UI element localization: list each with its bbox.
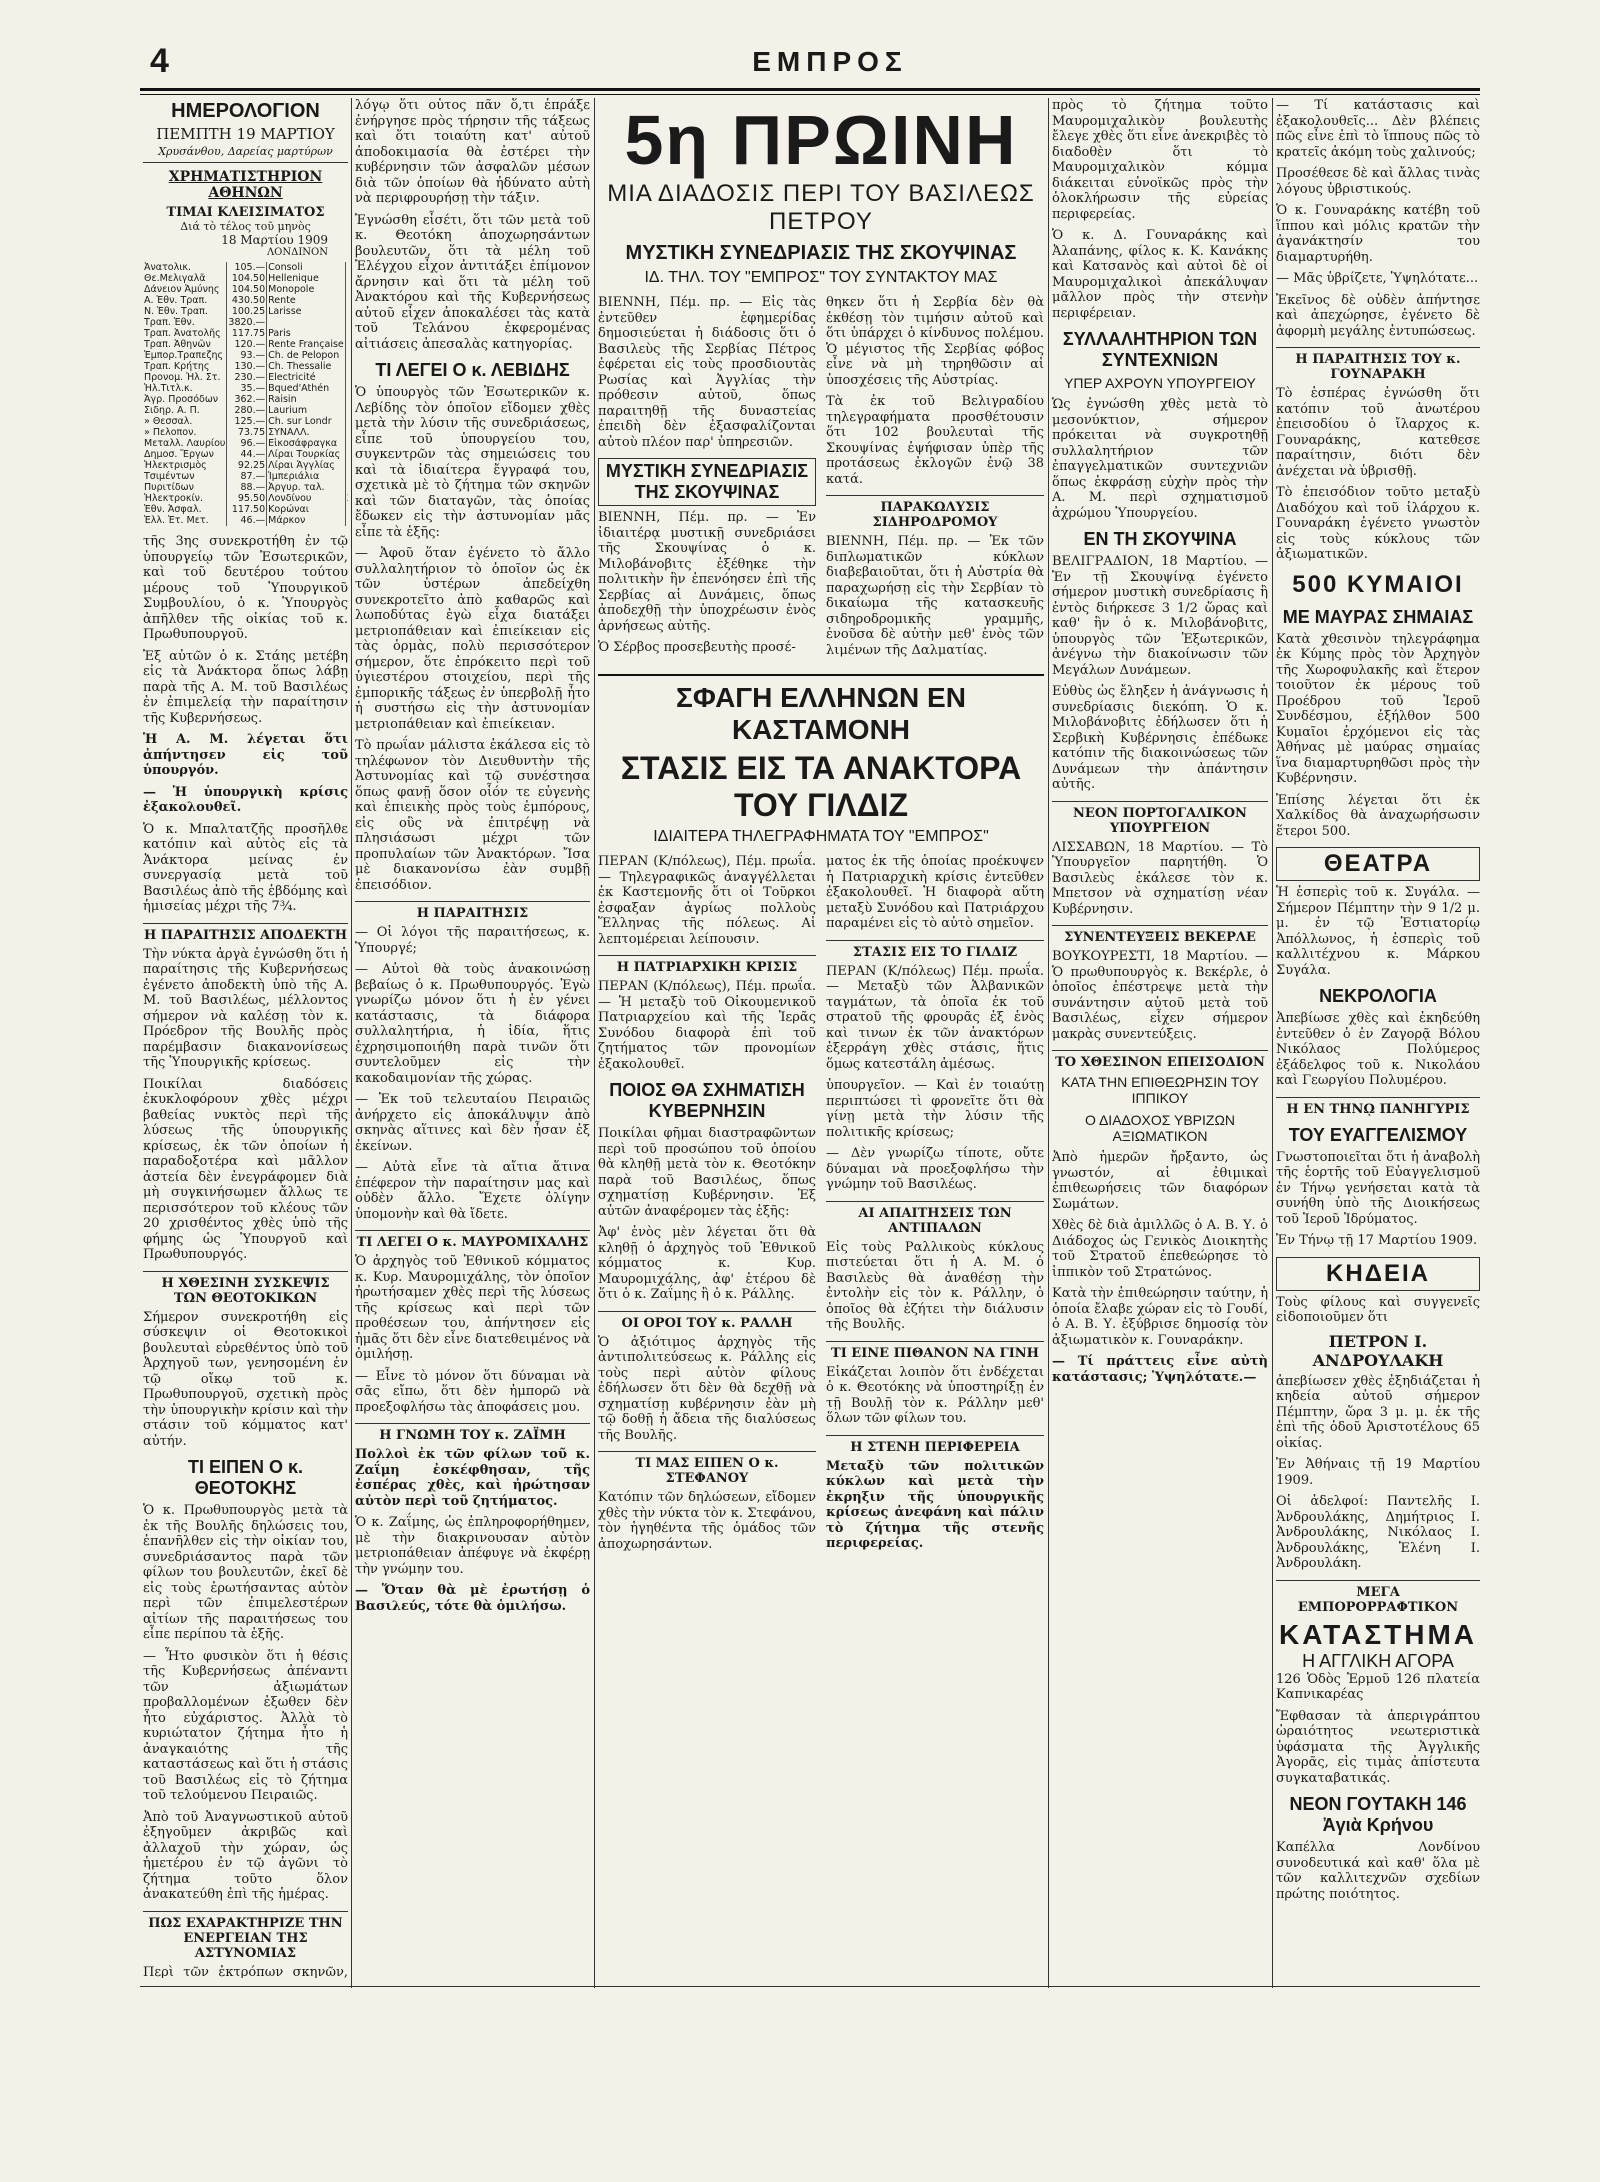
- article-text: ΒΕΛΙΓΡΑΔΙΟΝ, 18 Μαρτίου. — Ἐν τῇ Σκουψίνᾳ ἐγένετο σήμερον μυστικὴ συνεδρίασις ἢ ἐντὸς διήρκεσε 3 1/2 ὥρας καὶ καθ' ἣν ὁ κ. Μιλοβάνοβιτς, ὑπουργὸς τῶν Ἐξωτερικῶν, ἀνέγνω τὴν διακοίνωσιν τῶν Μεγάλων Δυνάμεων.: [1052, 554, 1268, 678]
- article-text: ΠΕΡΑΝ (Κ/πόλεως) Πέμ. πρωΐα. — Μεταξὺ τῶν Ἀλβανικῶν ταγμάτων, τὰ ὁποῖα ἐκ τοῦ στρατοῦ τῆς φρουρᾶς ἐξ ἑνὸς καὶ τινων ἐκ τῶν ἀνακτόρων ἐξερράγη χθὲς στάσις, ἥτις ὅμως κατεστάλη ἀμέσως.: [826, 963, 1044, 1072]
- exchange-row: [143, 493, 348, 504]
- exchange-row: [143, 317, 348, 328]
- obituary-name: ΠΕΤΡΟΝ Ι. ΑΝΔΡΟΥΛΑΚΗ: [1312, 1331, 1444, 1370]
- section-heading: ΠΑΡΑΚΩΛΥΣΙΣ ΣΙΔΗΡΟΔΡΟΜΟΥ: [826, 495, 1044, 530]
- exchange-name-cell: Λίραι Τουρκίας: [267, 449, 346, 460]
- column-divider: [351, 98, 352, 1988]
- article-text: ΒΟΥΚΟΥΡΕΣΤΙ, 18 Μαρτίου. — Ὁ πρωθυπουργὸς κ. Βεκέρλε, ὁ ὁποῖος ἐπέστρεψε μετὰ τὴν συνάντησιν αὐτοῦ μετὰ τοῦ Βασιλέως, εἶχεν σήμερον μακρὰς συνεντεύξεις.: [1052, 949, 1268, 1042]
- article-text: λόγῳ ὅτι οὗτος πᾶν ὅ,τι ἐπράξε ἐνήργησε πρὸς τήρησιν τῆς τάξεως καὶ ὅτι τοιαύτη κατ' αὐτοῦ ἀποδοκιμασία θὰ ἐστέρει τὴν κυβέρνησιν τῶν ἀσφαλῶν μέσων διὰ τῶν ὁποίων θὰ ἠδύνατο αὐτὴ νὰ περιφρουρήσῃ τὴν τάξιν.: [355, 98, 590, 206]
- exchange-name-cell: Πυριτίδων: [143, 482, 227, 493]
- exchange-value-cell: [345, 504, 348, 515]
- article-text: — Εἶνε τὸ μόνον ὅτι δύναμαι νὰ σᾶς εἴπω, ὅτι δὲν ἠμπορῶ νὰ προεξοφλήσω τὰς ἀποφάσεις μου.: [355, 1368, 590, 1415]
- article-text: Γνωστοποιεῖται ὅτι ἡ ἀναβολὴ τῆς ἑορτῆς τοῦ Εὐαγγελισμοῦ ἐν Τήνῳ γενήσεται κατὰ τὰ συνήθη ὑπὸ τῆς Διοικήσεως τοῦ Ἱεροῦ Ἱδρύματος.: [1276, 1149, 1480, 1227]
- exchange-name-cell: Εἰκοσάφραγκα: [267, 438, 346, 449]
- section-heading: ΜΕ ΜΑΥΡΑΣ ΣΗΜΑΙΑΣ: [1282, 606, 1474, 627]
- exchange-value-cell: 96.—: [227, 438, 267, 449]
- article-text: Τοὺς φίλους καὶ συγγενεῖς εἰδοποιοῦμεν ὅτι: [1276, 1294, 1480, 1325]
- article-text: Ὁ ἀρχηγὸς τοῦ Ἐθνικοῦ κόμματος κ. Κυρ. Μαυρομιχάλης, τὸν ὁποῖον ἠρωτήσαμεν χθὲς περὶ τῆς λύσεως τῆς κρίσεως καὶ περὶ τῶν προθέσεων του, ἀπήντησεν εἰς ἡμᾶς ὅτι δὲν εἶνε διατεθειμένος νὰ ὁμιλήσῃ.: [355, 1254, 590, 1362]
- article-text: — Ὅταν θὰ μὲ ἐρωτήσῃ ὁ Βασιλεύς, τότε θὰ ὁμιλήσω.: [355, 1583, 590, 1614]
- section-heading: ΤΟΥ ΕΥΑΓΓΕΛΙΣΜΟΥ: [1288, 1124, 1468, 1145]
- ad-heading: ΜΕΓΑ ΕΜΠΟΡΟΡΡΑΦΤΙΚΟΝ: [1276, 1580, 1480, 1615]
- article-text: Ὁ κ. Πρωθυπουργὸς μετὰ τὰ ἐκ τῆς Βουλῆς δηλώσεις του, ἐπανῆλθεν εἰς τὴν οἰκίαν του, συνεδριάσαντος παρὰ τῶν φίλων του βουλευτῶν, ἐκεῖ δὲ εἰς τοὺς ἐρωτήσαντας αὐτὸν περὶ τῶν ἐπιμελεστέρων αἰτίων τῆς παραιτήσεως του εἶπε περίπου τὰ ἑξῆς.: [143, 1503, 348, 1642]
- article-text: — Αὐτὰ εἶνε τὰ αἴτια ἅτινα ἐπέφερον τὴν παραίτησιν μας καὶ οὐδὲν ἄλλο. Ἔχετε ὀλίγην ὑπομονὴν καὶ θὰ ἴδετε.: [355, 1160, 590, 1222]
- exchange-name-cell: Ἑλλ. Ἑτ. Μετ.: [143, 515, 227, 526]
- exchange-name-cell: Τραπ. Κρήτης: [143, 361, 227, 372]
- exchange-value-cell: [345, 361, 348, 372]
- article-text: Εὐθὺς ὡς ἔληξεν ἡ ἀνάγνωσις ἡ συνεδρίασις διεκόπη. Ὁ κ. Μιλοβάνοβιτς ἐδήλωσεν ὅτι ἡ Σερβικὴ Κυβέρνησις ἐπέδωκε κατόπιν τῆς διακοινώσεως τῶν Δυνάμεων τὴν ἀπάντησιν αὐτῆς.: [1052, 684, 1268, 792]
- article-text: Ὁ ὑπουργὸς τῶν Ἐσωτερικῶν κ. Λεβίδης τὸν ὁποῖον εἴδομεν χθὲς μετὰ τὴν λύσιν τῆς συνεδριάσεως, εἶπε τοῦ ὑπουργείου του, συγκεντρῶν τὰς σημειώσεις του καὶ τὰ ἰδιαίτερα ἔγγραφά του, σχετικὰ μὲ τὸ ζήτημα τῶν σκηνῶν καὶ τῶν διαταγῶν, τὰς ὁποίας ἔδωκεν εἰς τὴν ἀστυνομίαν μᾶς εἶπε τὰ ἑξῆς:: [355, 385, 590, 540]
- exchange-name-cell: Larisse: [267, 306, 346, 317]
- article-text: 126 Ὁδὸς Ἑρμοῦ 126 πλατεία Καπνικαρέας: [1276, 1671, 1480, 1702]
- article-text: Ἐπίσης λέγεται ὅτι ἐκ Χαλκίδος θὰ ἀναχωρήσωσιν ἕτεροι 500.: [1276, 792, 1480, 839]
- section-heading: ΠΩΣ ΕΧΑΡΑΚΤΗΡΙΖΕ ΤΗΝ ΕΝΕΡΓΕΙΑΝ ΤΗΣ ΑΣΤΥΝΟΜΙΑΣ: [143, 1911, 348, 1961]
- exchange-date: 18 Μαρτίου 1909: [221, 233, 328, 247]
- section-heading: ΚΗΔΕΙΑ: [1276, 1257, 1480, 1291]
- column-divider: [594, 98, 595, 1988]
- exchange-name-cell: Ἀνατολικ.: [143, 262, 227, 273]
- article-text: — Δὲν γνωρίζω τίποτε, οὔτε δύναμαι νὰ προεξοφλήσω τὴν γνώμην τοῦ Βασιλέως.: [826, 1146, 1044, 1192]
- article-text: Ὁ κ. Ζαΐμης, ὡς ἐπληροφορήθημεν, μὲ τὴν διακρινουσαν αὐτὸν μετριοπάθειαν ἀπέφυγε νὰ ἐκφέρῃ τὴν γνώμην του.: [355, 1515, 590, 1577]
- header-rule-thin: [140, 94, 1480, 95]
- exchange-name-cell: Ἐθν. Ἀσφαλ.: [143, 504, 227, 515]
- section-heading: ΣΥΝΕΝΤΕΥΞΕΙΣ ΒΕΚΕΡΛΕ: [1052, 925, 1268, 945]
- article-text: Ἐξ αὐτῶν ὁ κ. Στάης μετέβη εἰς τὰ Ἀνάκτορα ὅπως λάβῃ παρὰ τῆς Α. Μ. τοῦ Βασιλέως ἐν ἐπιμελείᾳ τὴν παραίτησιν τῆς Κυβερνήσεως.: [143, 648, 348, 726]
- section-heading: Η ΣΤΕΝΗ ΠΕΡΙΦΕΡΕΙΑ: [826, 1435, 1044, 1455]
- column-6: [1276, 98, 1480, 1978]
- exchange-value-cell: [345, 427, 348, 438]
- section-heading: ΤΙ ΕΙΠΕΝ Ο κ. ΘΕΟΤΟΚΗΣ: [187, 1457, 304, 1498]
- exchange-name-cell: Ch. de Pelopon: [267, 350, 346, 361]
- article-text: Χθὲς δὲ διὰ ἀμιλλῶς ὁ Α. Β. Υ. ὁ Διάδοχος ὡς Γενικὸς Διοικητὴς τοῦ Στρατοῦ ἐπεθεώρησε τὸ ἱππικὸν τοῦ Στρατώνος.: [1052, 1218, 1268, 1280]
- mid-headline: ΣΦΑΓΗ ΕΛΛΗΝΩΝ ΕΝ ΚΑΣΤΑΜΟΝΗ: [598, 674, 1044, 746]
- exchange-row: [143, 471, 348, 482]
- exchange-name-cell: Paris: [267, 328, 346, 339]
- exchange-row: [143, 504, 348, 515]
- exchange-name-cell: [267, 317, 346, 328]
- exchange-row: [143, 438, 348, 449]
- main-headline: 5η ΠΡΩΙΝΗ: [624, 101, 1018, 179]
- section-heading: ΣΥΛΛΑΛΗΤΗΡΙΟΝ ΤΩΝ ΣΥΝΤΕΧΝΙΩΝ: [1062, 329, 1258, 370]
- exchange-name-cell: Λίραι Ἀγγλίας: [267, 460, 346, 471]
- exchange-row: [143, 394, 348, 405]
- header-rule: [140, 88, 1480, 91]
- article-text: ματος ἐκ τῆς ὁποίας προέκυψεν ἡ Πατριαρχικὴ κρίσις ἐντεῦθεν ἐξακολουθεῖ. Ἡ διαφορὰ αὕτη μεταξὺ Συνόδου καὶ Πατριάρχου παραμένει εἰς τὸ αὐτὸ σημεῖον.: [826, 854, 1044, 931]
- section-heading: ΤΙ ΕΙΝΕ ΠΙΘΑΝΟΝ ΝΑ ΓΙΝΗ: [826, 1341, 1044, 1361]
- article-text: — Οἱ λόγοι τῆς παραιτήσεως, κ. Ὑπουργέ;: [355, 925, 590, 956]
- article-text: Τὰ ἐκ τοῦ Βελιγραδίου τηλεγραφήματα προσθέτουσιν ὅτι 102 βουλευταὶ τῆς Σκουψίνας ἐψήφισαν ὑπὲρ τῆς προτάσεως ἐκλογῶν ἐνῷ 38 κατά.: [826, 394, 1044, 487]
- exchange-value-cell: 35.—: [227, 383, 267, 394]
- article-text: Ἐγνώσθη εἶσέτι, ὅτι τῶν μετὰ τοῦ κ. Θεοτόκη ἀποχωρησάντων βουλευτῶν, ὅτι τὰ μέλη τοῦ Ἐλέγχου εἶχον ἀντιτάξει ἐπίμονον ἄρνησιν καὶ ὅτι τὰ μέλη τοῦ Ἀνακτόρου καὶ τῆς Κυβερνήσεως αὐτοῦ εἶχεν ἀποκαλέσει τὰς κατὰ τοῦ Τελάνου ἐκφερομένας αἰτιάσεις ἀπεσαλὰς κατηγορίας.: [355, 212, 590, 352]
- exchange-value-cell: 73.75: [227, 427, 267, 438]
- exchange-value-cell: [345, 438, 348, 449]
- exchange-value-cell: 104.50: [227, 284, 267, 295]
- article-text: Τὴν νύκτα ἀργὰ ἐγνώσθη ὅτι ἡ παραίτησις τῆς Κυβερνήσεως ἐγένετο ἀποδεκτὴ ὑπὸ τῆς Α. Μ. τοῦ Βασιλέως, μέλλοντος σήμερον νὰ καλέσῃ τὸν κ. Πρόεδρον τῆς Βουλῆς πρὸς παρέμβασιν διακανονίσεως τῆς Ὑπουργικῆς κρίσεως.: [143, 946, 348, 1070]
- exchange-name-cell: Laurium: [267, 405, 346, 416]
- section-heading: ΕΝ ΤΗ ΣΚΟΥΨΙΝΑ: [1083, 529, 1237, 549]
- calendar-date: ΠΕΜΠΤΗ 19 ΜΑΡΤΙΟΥ: [156, 125, 335, 143]
- exchange-value-cell: 362.—: [227, 394, 267, 405]
- masthead: ΕΜΠΡΟΣ: [752, 46, 908, 77]
- ad-heading: ΝΕΟΝ ΓΟΥΤΑΚΗ 146 Ἀγιὰ Κρήνου: [1289, 1794, 1467, 1835]
- exchange-row: [143, 284, 348, 295]
- exchange-value-cell: [345, 372, 348, 383]
- article-text: Ἡ ἑσπερὶς τοῦ κ. Συγάλα. — Σήμερον Πέμπτην τὴν 9 1/2 μ. μ. ἐν τῷ Ἐστιατορίῳ Ἀπόλλωνος, ἡ ἑσπερὶς τοῦ καλλιτέχνου κ. Μάρκου Συγάλα.: [1276, 885, 1480, 978]
- article-text: Ἡ Α. Μ. λέγεται ὅτι ἀπήντησεν εἰς τοῦ ὑπουργόν.: [143, 732, 348, 778]
- article-text: — Ἀφοῦ ὅταν ἐγένετο τὸ ἄλλο συλλαλητήριον τὸ ὁποῖον ὡς ἐκ τῶν ὑστέρων ἀπεδείχθη συνεκροτεῖτο ἀπὸ καθαρῶς καὶ λωποδύτας ἐγὼ εἶχα διατάξει μετριοπάθειαν καὶ ἐπιείκειαν εἰς τὰς ὁρμὰς, πολὺ περισσότερον σήμερον, ὅτε ἐπρόκειτο περὶ τοῦ ὑγιεστέρου στοιχείου, περὶ τῆς ἐμπορικῆς τάξεως ἐν ὑπερβολῇ ἦτο ἡ συστήσω εἰς τὴν ἀστυνομίαν μετριοπάθειαν καὶ ἐπιείκειαν.: [355, 546, 590, 732]
- section-subheading: ΥΠΕΡ ΑΧΡΟΥΝ ΥΠΟΥΡΓΕΙΟΥ: [1064, 375, 1256, 391]
- exchange-name-cell: Μεταλλ. Λαυρίου: [144, 438, 226, 449]
- exchange-value-cell: 130.—: [227, 361, 267, 372]
- exchange-name-cell: Ch. sur Londr: [267, 416, 346, 427]
- article-text: Ὁ κ. Γουναράκης κατέβη τοῦ ἵππου καὶ μόλις κρατῶν τὴν ἀγανάκτησίν του διαμαρτυρήθη.: [1276, 203, 1480, 265]
- exchange-value-cell: 230.—: [227, 372, 267, 383]
- article-text: Προσέθεσε δὲ καὶ ἄλλας τινὰς λόγους ὑβριστικούς.: [1276, 166, 1480, 197]
- article-text: Ἀπεβίωσε χθὲς καὶ ἐκηδεύθη ἐντεῦθεν ὁ ἐν Ζαγορᾷ Βόλου Νικόλαος Πολύμερος ἐξάδελφος τοῦ κ. Νικολάου καὶ Γεωργίου Πολυμέρου.: [1276, 1011, 1480, 1088]
- exchange-name-cell: Ἠλεκτροκίν.: [143, 493, 227, 504]
- calendar-title: ΗΜΕΡΟΛΟΓΙΟΝ: [171, 100, 320, 122]
- column-divider: [1272, 98, 1273, 1988]
- exchange-table: [143, 262, 348, 526]
- exchange-name-cell: Ν. Ἐθν. Τραπ.: [143, 306, 227, 317]
- exchange-value-cell: [345, 317, 348, 328]
- exchange-name-cell: Ἐμπορ.Τραπεζης: [143, 350, 227, 361]
- exchange-name-cell: » Πελοπον.: [143, 427, 227, 438]
- exchange-name-cell: Τραπ. Ἐθν.: [143, 317, 227, 328]
- section-subheading: ΚΑΤΑ ΤΗΝ ΕΠΙΘΕΩΡΗΣΙΝ ΤΟΥ ΙΠΠΙΚΟΥ: [1061, 1074, 1259, 1106]
- footer-rule: [140, 1986, 1480, 1987]
- exchange-name-cell: Μάρκον: [267, 515, 346, 526]
- article-text: Ὁ Σέρβος προσεβευτὴς προσέ-: [598, 640, 796, 655]
- exchange-row: [143, 295, 348, 306]
- section-heading: ΤΙ ΛΕΓΕΙ Ο κ. ΛΕΒΙΔΗΣ: [375, 360, 570, 380]
- sub-column: [826, 854, 1044, 1558]
- exchange-name-cell: Electricité: [267, 372, 346, 383]
- section-heading: Η ΠΑΡΑΙΤΗΣΙΣ ΑΠΟΔΕΚΤΗ: [143, 923, 348, 943]
- section-heading: ΝΕΚΡΟΛΟΓΙΑ: [1319, 986, 1437, 1006]
- exchange-value-cell: 104.50: [227, 273, 267, 284]
- exchange-value-cell: 117.50: [227, 504, 267, 515]
- exchange-value-cell: [345, 416, 348, 427]
- exchange-name-cell: Προνομ. Ἠλ. Στ.: [143, 372, 227, 383]
- sub-column: [598, 295, 816, 664]
- column-1: [143, 98, 348, 1978]
- exchange-value-cell: [345, 350, 348, 361]
- article-text: Κατόπιν τῶν δηλώσεων, εἴδομεν χθὲς τὴν νύκτα τὸν κ. Στεφάνου, τὸν ἡγηθέντα τῆς ὁμάδος τῶν ἀποχωρησάντων.: [598, 1490, 816, 1552]
- article-text: — Τί κατάστασις καὶ ἐξακολουθεῖς... Δὲν βλέπεις πῶς εἶνε ἐπὶ τὸ ἵππους πῶς τὸ κρατεῖς ἀκόμη τοὺς χαλινούς;: [1276, 98, 1480, 160]
- headline-sub: ΜΙΑ ΔΙΑΔΟΣΙΣ ΠΕΡΙ ΤΟΥ ΒΑΣΙΛΕΩΣ ΠΕΤΡΟΥ: [607, 180, 1035, 235]
- exchange-row: [143, 372, 348, 383]
- mid-headline: ΣΤΑΣΙΣ ΕΙΣ ΤΑ ΑΝΑΚΤΟΡΑ ΤΟΥ ΓΙΛΔΙΖ: [620, 750, 1022, 823]
- exchange-name-cell: Τσιμέντων: [143, 471, 227, 482]
- exchange-value-cell: 125.—: [227, 416, 267, 427]
- article-text: ΛΙΣΣΑΒΩΝ, 18 Μαρτίου. — Τὸ Ὑπουργεῖον παρητήθη. Ὁ Βασιλεὺς ἐκάλεσε τὸν κ. Μπετσον νὰ σχηματίσῃ νέαν Κυβέρνησιν.: [1052, 839, 1268, 917]
- section-heading: 500 ΚΥΜΑΙΟΙ: [1292, 570, 1464, 598]
- article-text: — Τί πράττεις εἶνε αὐτὴ κατάστασις; Ὑψηλότατε.—: [1052, 1354, 1268, 1385]
- article-text: Μεταξὺ τῶν πολιτικῶν κύκλων καὶ μετὰ τὴν ἐκρηξιν τῆς ὑπουργικῆς κρίσεως ἀνεφάνη καὶ πάλιν τὸ ζήτημα τῆς στενῆς περιφερείας.: [826, 1458, 1044, 1551]
- exchange-name-cell: ΣΥΝΑΛΛ.: [267, 427, 346, 438]
- column-5: [1052, 98, 1268, 1978]
- article-text: Ἐν Τήνῳ τῇ 17 Μαρτίου 1909.: [1276, 1233, 1478, 1248]
- article-text: Ἀφ' ἑνὸς μὲν λέγεται ὅτι θὰ κληθῇ ὁ ἀρχηγὸς τοῦ Ἐθνικοῦ κόμματος κ. Κυρ. Μαυρομιχάλης, ἀφ' ἑτέρου δὲ ὅτι ὁ κ. Ζαΐμης ἢ ὁ κ. Ράλλης.: [598, 1225, 816, 1302]
- exchange-value-cell: [345, 273, 348, 284]
- exchange-name-cell: Λονδίνου: [267, 493, 346, 504]
- exchange-value-cell: [345, 383, 348, 394]
- exchange-row: [143, 262, 348, 273]
- section-heading: Η ΠΑΡΑΙΤΗΣΙΣ: [355, 901, 590, 921]
- section-heading: Η ΧΘΕΣΙΝΗ ΣΥΣΚΕΨΙΣ ΤΩΝ ΘΕΟΤΟΚΙΚΩΝ: [143, 1271, 348, 1306]
- section-heading: ΟΙ ΟΡΟΙ ΤΟΥ κ. ΡΑΛΛΗ: [598, 1311, 816, 1331]
- exchange-title: ΧΡΗΜΑΤΙΣΤΗΡΙΟΝ ΑΘΗΝΩΝ: [168, 169, 323, 201]
- article-text: ἀπεβίωσεν χθὲς ἐξηδιάζεται ἡ κηδεία αὐτοῦ σήμερον Πέμπτην, ὥρα 3 μ. μ. ἐκ τῆς ἐπὶ τῆς ὁδοῦ Ἀριστοτέλους 65 οἰκίας.: [1276, 1373, 1480, 1451]
- exchange-name-cell: Ἀγρ. Προσόδων: [143, 394, 227, 405]
- twin-columns: [598, 854, 1044, 1558]
- ad-subtitle: Η ΑΓΓΛΙΚΗ ΑΓΟΡΑ: [1302, 1650, 1454, 1671]
- exchange-name-cell: Ἠλεκτρισμὸς: [143, 460, 227, 471]
- article-text: Ἀπὸ τοῦ Ἀναγνωστικοῦ αὐτοῦ ἐξηγοῦμεν ἀκριβῶς καὶ ἀλλαχοῦ τὴν χώραν, ὡς ἡμετέρου ἐν τῷ ἀγῶνι τὸ ζήτημα τοῦτο ὅλον ἀνακατεύθη ἐπὶ τῆς ἡμέρας.: [143, 1809, 348, 1902]
- article-text: Τὸ ἐπεισόδιον τοῦτο μεταξὺ Διαδόχου καὶ τοῦ ἰλάρχου κ. Γουναράκη ἐγένετο γνωστὸν εἰς τοὺς κύκλους τῶν ἀξιωματικῶν.: [1276, 485, 1480, 562]
- column-divider: [1048, 98, 1049, 1988]
- exchange-value-cell: 44.—: [227, 449, 267, 460]
- exchange-value-cell: 88.—: [227, 482, 267, 493]
- article-text: Ἐν Ἀθήναις τῇ 19 Μαρτίου 1909.: [1276, 1457, 1480, 1488]
- article-text: Ἀπὸ ἡμερῶν ἤρξαντο, ὡς γνωστόν, αἱ ἐθιμικαὶ ἐπιθεωρήσεις τῶν διαφόρων Σωμάτων.: [1052, 1150, 1268, 1212]
- section-heading: ΜΥΣΤΙΚΗ ΣΥΝΕΔΡΙΑΣΙΣ ΤΗΣ ΣΚΟΥΨΙΝΑΣ: [598, 458, 816, 506]
- exchange-row: [143, 405, 348, 416]
- twin-columns: [598, 295, 1044, 664]
- exchange-value-cell: 100.25: [227, 306, 267, 317]
- exchange-row: [143, 273, 348, 284]
- exchange-name-cell: Ch. Thessalie: [267, 361, 346, 372]
- exchange-value-cell: [345, 306, 348, 317]
- section-heading: Η ΠΑΡΑΙΤΗΣΙΣ ΤΟΥ κ. ΓΟΥΝΑΡΑΚΗ: [1276, 347, 1480, 382]
- section-heading: Η ΕΝ ΤΗΝῼ ΠΑΝΗΓΥΡΙΣ: [1276, 1097, 1480, 1117]
- exchange-name-cell: Τραπ. Ἀνατολῆς: [143, 328, 227, 339]
- exchange-value-cell: [345, 284, 348, 295]
- exchange-name-cell: Bqued'Athén: [267, 383, 346, 394]
- exchange-value-cell: [345, 295, 348, 306]
- section-heading: Η ΓΝΩΜΗ ΤΟΥ κ. ΖΑΪΜΗ: [355, 1423, 590, 1443]
- article-text: Τὸ ἑσπέρας ἐγνώσθη ὅτι κατόπιν τοῦ ἀνωτέρου ἐπεισοδίου ὁ ἴλαρχος κ. Γουναράκης, κατεθεσε παραίτησιν, διότι δὲν ἀνέχεται νὰ ὑβρισθῇ.: [1276, 386, 1480, 479]
- article-text: Ὁ ἀξιότιμος ἀρχηγὸς τῆς ἀντιπολιτεύσεως κ. Ράλλης εἰς τοὺς περὶ αὐτὸν φίλους ἐδήλωσεν ὅτι δὲν θὰ δεχθῇ νὰ σχηματίσῃ κυβέρνησιν ἐὰν μὴ τῷ δοθῇ ἡ ἄδεια τῆς διαλύσεως τῆς Βουλῆς.: [598, 1334, 816, 1443]
- exchange-name-cell: Θε.Μελιγαλᾶ: [143, 273, 227, 284]
- exchange-name-cell: Τραπ. Ἀθηνῶν: [143, 339, 227, 350]
- exchange-value-cell: [345, 460, 348, 471]
- article-text: πρὸς τὸ ζήτημα τοῦτο Μαυρομιχαλικὸν βουλευτὴς ἔλεγε χθὲς ὅτι εἶνε ἀνεκριβὲς τὸ διαδοθὲν ὅτι τὸ Μαυρομιχαλικὸν κόμμα διάκειται εὐνοϊκῶς πρὸς τὴν ὁλοκλήρωσιν τῆς εὐρείας περιφερείας.: [1052, 98, 1268, 222]
- exchange-london-label: ΛΟΝΔΙΝΟΝ: [266, 247, 328, 258]
- exchange-row: [143, 328, 348, 339]
- ad-title: ΚΑΤΑΣΤΗΜΑ: [1278, 1618, 1478, 1650]
- section-heading: ΝΕΟΝ ΠΟΡΤΟΓΑΛΙΚΟΝ ΥΠΟΥΡΓΕΙΟΝ: [1052, 801, 1268, 836]
- exchange-name-cell: Δάνειον Ἀμύνης: [143, 284, 227, 295]
- article-text: — Ἦτο φυσικὸν ὅτι ἡ θέσις τῆς Κυβερνήσεως ἀπέναντι τῶν ἀξιωμάτων προβαλλομένων ἐξωθεν δὲν ἦτο εὐχάριστος. Ἀλλὰ τὸ κυριώτατον ζήτημα ἦτο ἡ ἀναγκαιότης τῆς καταστάσεως καὶ ὅτι ἡ στάσις τοῦ Βασιλέως εἰς τὸ ζήτημα τοῦ τελούμενου Πειραιῶς.: [143, 1648, 348, 1803]
- article-text: Σήμερον συνεκροτήθη εἰς σύσκεψιν οἱ Θεοτοκικοὶ βουλευταὶ εὑρεθέντος ὑπὸ τοῦ Ἀρχηγοῦ των, γενησομένη ἐν τῷ οἴκῳ τοῦ κ. Πρωθυπουργοῦ, σχετικὴ πρὸς τὴν ὑπουργικὴν κρίσιν καὶ τὴν στάσιν τοῦ κόμματος κατ' αὐτήν.: [143, 1309, 348, 1449]
- section-heading: ΤΙ ΛΕΓΕΙ Ο κ. ΜΑΥΡΟΜΙΧΑΛΗΣ: [355, 1230, 590, 1250]
- exchange-row: [143, 361, 348, 372]
- exchange-row: [143, 515, 348, 526]
- article-text: Ποικίλαι διαδόσεις ἐκυκλοφόρουν χθὲς μέχρι βαθείας νυκτὸς περὶ τῆς λύσεως τῆς ὑπουργικῆς κρίσεως, ἐκ τῶν ὁποίων ἡ παραδοξοτέρα καὶ μᾶλλον ἀστεία δὲν ἐνεγράφομεν διὰ μὴ συγκινήσωμεν ἄλλως τε περισσότερον τοῦ κλέους τῶν 20 χρισθέντος χθὲς ὑπὸ τῆς φήμης ὡς Ὑπουργοῦ καὶ Πρωθυπουργός.: [143, 1076, 348, 1262]
- page-number: 4: [150, 42, 169, 80]
- article-text: Εἰκάζεται λοιπὸν ὅτι ἐνδέχεται ὁ κ. Θεοτόκης νὰ ὑποστηρίξῃ ἐν τῇ Βουλῇ τὸν κ. Ράλλην μεθ' ὅλων τῶν φίλων του.: [826, 1364, 1044, 1426]
- exchange-value-cell: 3820.—: [228, 317, 266, 328]
- article-text: — Ἡ ὑπουργικὴ κρίσις ἐξακολουθεῖ.: [143, 784, 348, 815]
- exchange-value-cell: 92.25: [227, 460, 267, 471]
- section-heading: ΑΙ ΑΠΑΙΤΗΣΕΙΣ ΤΩΝ ΑΝΤΙΠΑΛΩΝ: [826, 1201, 1044, 1236]
- exchange-name-cell: Δημοσ. Ἔργων: [143, 449, 227, 460]
- section-heading: ΘΕΑΤΡΑ: [1276, 847, 1480, 881]
- column-2: [355, 98, 590, 1978]
- article-text: ΒΙΕΝΝΗ, Πέμ. πρ. — Ἐκ τῶν διπλωματικῶν κύκλων διαβεβαιοῦται, ὅτι ἡ Αὐστρία θὰ παραχωρήσῃ εἰς τὴν Σερβίαν τὸ δικαίωμα τῆς κατασκευῆς σιδηροδρομικῆς γραμμῆς, ἐνοῦσα δὲ αὐτὴν μεθ' ἑνὸς τῶν λιμένων τῆς Δαλματίας.: [826, 534, 1044, 658]
- exchange-name-cell: » Θεσσαλ.: [143, 416, 227, 427]
- exchange-row: [143, 416, 348, 427]
- article-text: — Μᾶς ὑβρίζετε, Ὑψηλότατε...: [1276, 271, 1479, 286]
- exchange-name-cell: Hellenique: [267, 273, 346, 284]
- article-text: Ἐκεῖνος δὲ οὐδὲν ἀπήντησε καὶ ἀπεχώρησε, ἐγένετο δὲ ἀφορμὴ μεγάλης ἐντυπώσεως.: [1276, 292, 1480, 339]
- exchange-value-cell: [345, 328, 348, 339]
- article-text: τῆς 3ης συνεκροτήθη ἐν τῷ ὑπουργείῳ τῶν Ἐσωτερικῶν, καὶ τοῦ δευτέρου τούτου μέρους τοῦ Ὑπουργικοῦ Συμβουλίου, ὁ κ. Ὑπουργὸς ἀπῆλθεν τῆς οἰκίας τοῦ κ. Πρωθυπουργοῦ.: [143, 534, 348, 642]
- exchange-value-cell: 120.—: [227, 339, 267, 350]
- exchange-name-cell: Raisin: [267, 394, 346, 405]
- section-heading: ΣΤΑΣΙΣ ΕΙΣ ΤΟ ΓΙΛΔΙΖ: [826, 940, 1044, 960]
- article-text: Καπέλλα Λονδίνου συνοδευτικά καὶ καθ' ὅλα μὲ τῶν καλλιτεχνῶν σχεδίων πρώτης ποιότητος.: [1276, 1840, 1480, 1902]
- section-heading: ΤΟ ΧΘΕΣΙΝΟΝ ΕΠΕΙΣΟΔΙΟΝ: [1052, 1050, 1268, 1070]
- center-section: [598, 98, 1044, 1978]
- exchange-name-cell: Α. Ἐθν. Τραπ.: [143, 295, 227, 306]
- exchange-value-cell: 87.—: [227, 471, 267, 482]
- article-text: Ποικίλαι φῆμαι διαστραφῶντων περὶ τοῦ προσώπου τοῦ ὁποίου θὰ κληθῇ μετὰ τὸν κ. Θεοτόκην παρὰ τοῦ Βασιλέως, ὅπως σχηματίσῃ Κυβέρνησιν. Ἐξ αὐτῶν ἀναφέρομεν τὰς ἑξῆς:: [598, 1126, 816, 1219]
- exchange-name-cell: Ἰμπεριάλια: [267, 471, 346, 482]
- exchange-value-cell: [345, 394, 348, 405]
- article-text: Οἱ ἀδελφοί: Παντελῆς Ι. Ἀνδρουλάκης, Δημήτριος Ι. Ἀνδρουλάκης, Νικόλαος Ι. Ἀνδρουλάκης, Ἐλένη Ι. Ἀνδρουλάκη.: [1276, 1494, 1480, 1571]
- section-subheading: Ο ΔΙΑΔΟΧΟΣ ΥΒΡΙΖΩΝ ΑΞΙΩΜΑΤΙΚΟΝ: [1084, 1112, 1236, 1144]
- article-text: Περὶ τῶν ἐκτρόπων σκηνῶν,: [143, 1964, 348, 1978]
- exchange-row: [143, 306, 348, 317]
- exchange-value-cell: 117.75: [227, 328, 267, 339]
- exchange-value-cell: 46.—: [227, 515, 267, 526]
- exchange-row: [143, 427, 348, 438]
- headline-sub: ΜΥΣΤΙΚΗ ΣΥΝΕΔΡΙΑΣΙΣ ΤΗΣ ΣΚΟΥΨΙΝΑΣ: [625, 242, 1017, 264]
- article-text: θηκεν ὅτι ἡ Σερβία δὲν θὰ ἐκθέσῃ τὸν τιμήσιν αὐτοῦ καὶ ὅτι ὑπάρχει ὁ κίνδυνος πολέμου. Ὁ μέγιστος τῆς Σερβίας φόβος εἶνε νὰ μὴ τηρηθῶσιν αἱ ὑποσχέσεις τῆς Αὐστρίας.: [826, 295, 1044, 388]
- article-text: Τὸ πρωΐαν μάλιστα ἐκάλεσα εἰς τὸ τηλέφωνον τὸν Διευθυντὴν τῆς Ἀστυνομίας καὶ τῷ συνέστησα ὅπως φανῇ ὅσον οἷόν τε εὐγενὴς καὶ ἐπιεικὴς πρὸς τοὺς ἐμπόρους, εἰς οὓς νὰ ἐπιτρέψῃ νὰ πλησιάσωσι μέχρι τῶν προπυλαίων τῶν Ἀνακτόρων. Ἴσα μὲ διακανονίσω ἐὰν συμβῇ ἐπεισόδιον.: [355, 738, 590, 893]
- article-text: ΒΙΕΝΝΗ, Πέμ. πρ. — Ἐν ἰδιαιτέρᾳ μυστικῇ συνεδριάσει τῆς Σκουψίνας ὁ κ. Μιλοβάνοβιτς ἐξέθηκε τὴν πολιτικὴν ἣν ἐπενόησεν ἐπὶ τῆς Σερβίας αἱ Δυνάμεις, ὅπως ἀποδεχθῇ τὴν ὑποχρέωσιν ἑνὸς ἀρνήσεως αὐτῆς.: [598, 510, 816, 634]
- exchange-row: [143, 460, 348, 471]
- exchange-value-cell: [345, 482, 348, 493]
- exchange-value-cell: 105.—: [227, 262, 267, 273]
- calendar-saints: Χρυσάνθου, Δαρείας μαρτύρων: [143, 145, 348, 163]
- article-text: Κατὰ χθεσινὸν τηλεγράφημα ἐκ Κύμης πρὸς τὸν Ἀρχηγὸν τῆς Χωροφυλακῆς καὶ ἕτερον τοιοῦτον ἐκ μέρους τοῦ Προέδρου τοῦ Ἱεροῦ Συνδέσμου, ἐξήλθον 500 Κυμαῖοι ἐρχόμενοι εἰς τὰς Ἀθήνας μὲ μαύρας σημαίας ἵνα διαμαρτυρηθῶσι πρὸς τὴν Κυβέρνησιν.: [1276, 631, 1480, 786]
- exchange-name-cell: Monopole: [267, 284, 346, 295]
- exchange-value-cell: [345, 405, 348, 416]
- exchange-name-cell: Rente: [267, 295, 346, 306]
- exchange-name-cell: Rente Française: [268, 339, 344, 350]
- exchange-value-cell: [345, 262, 348, 273]
- article-text: Κατὰ τὴν ἐπιθεώρησιν ταύτην, ἡ ὁποία ἔλαβε χώραν εἰς τὸ Γουδί, ὁ Α. Β. Υ. ἐξύβρισε δημοσίᾳ τὸν ἀξιωματικὸν κ. Γουναράκην.: [1052, 1286, 1268, 1348]
- sub-column: [826, 295, 1044, 664]
- page-header: [0, 0, 1600, 82]
- article-text: ΠΕΡΑΝ (Κ/πόλεως), Πέμ. πρωΐα. — Τηλεγραφικῶς ἀναγγέλλεται ἐκ Καστεμονῆς ὅτι οἱ Τοῦρκοι ἐσφαξαν ἀγρίως πολλοὺς Ἕλληνας τῆς πόλεως. Αἱ λεπτομέρειαι λείπουσιν.: [598, 854, 816, 947]
- exchange-row: [143, 449, 348, 460]
- exchange-row: [143, 383, 348, 394]
- section-heading: ΠΟΙΟΣ ΘΑ ΣΧΗΜΑΤΙΣΗ ΚΥΒΕΡΝΗΣΙΝ: [609, 1080, 805, 1121]
- sub-column: [598, 854, 816, 1558]
- exchange-name-cell: Ἀργυρ. ταλ.: [267, 482, 346, 493]
- exchange-prices-title: ΤΙΜΑΙ ΚΛΕΙΣΙΜΑΤΟΣ: [166, 205, 325, 220]
- exchange-row: [143, 482, 348, 493]
- headline-sub: ΙΔΙΑΙΤΕΡΑ ΤΗΛΕΓΡΑΦΗΜΑΤΑ ΤΟΥ "ΕΜΠΡΟΣ": [653, 828, 989, 845]
- exchange-value-cell: 280.—: [227, 405, 267, 416]
- exchange-value-cell: [345, 471, 348, 482]
- article-text: Ὁ κ. Δ. Γουναράκης καὶ Ἀλαπάνης, φίλος κ. Κ. Κανάκης καὶ Κατσανὸς καὶ αὐτοὶ δὲ οἱ Μαυρομιχαλικοὶ ἀπεκάλυψαν μᾶλλον πρὸς τὴν στενὴν περιφέρειαν.: [1052, 228, 1268, 321]
- article-text: Ἔφθασαν τὰ ἀπεριγράπτου ὡραιότητος νεωτεριστικὰ ὑφάσματα τῆς Ἀγγλικῆς Ἀγορᾶς, εἰς τιμὰς ἀπίστευτα συγκαταβατικάς.: [1276, 1708, 1480, 1786]
- section-heading: ΤΙ ΜΑΣ ΕΙΠΕΝ Ο κ. ΣΤΕΦΑΝΟΥ: [598, 1451, 816, 1486]
- article-text: ὑπουργεῖον. — Καὶ ἐν τοιαύτῃ περιπτώσει τὶ φρονεῖτε ὅτι θὰ γίνῃ μετὰ τὴν λύσιν τῆς πολιτικῆς κρίσεως;: [826, 1078, 1044, 1140]
- exchange-value-cell: 93.—: [227, 350, 267, 361]
- article-text: Ὡς ἐγνώσθη χθὲς μετὰ τὸ μεσονύκτιον, σήμερον πρόκειται νὰ συγκροτηθῇ συλλαλητήριον τῶν ἐπαγγελματικῶν συντεχνιῶν ὅπως ἐκφράσῃ εὐχὴν πρὸς τὴν Α. Μ. περὶ σχηματισμοῦ ἀχρώμου Ὑπουργείου.: [1052, 397, 1268, 521]
- exchange-row: [143, 350, 348, 361]
- article-text: ΠΕΡΑΝ (Κ/πόλεως), Πέμ. πρωΐα. — Ἡ μεταξὺ τοῦ Οἰκουμενικοῦ Πατριαρχείου καὶ τῆς Ἱερᾶς Συνόδου διαφορὰ ἐπὶ τοῦ ζητήματος τῶν προνομίων ἐξακολουθεῖ.: [598, 979, 816, 1072]
- article-text: Πολλοὶ ἐκ τῶν φίλων τοῦ κ. Ζαΐμη ἐσκέφθησαν, τῆς ἐσπέρας χθὲς, καὶ ἠρώτησαν αὐτὸν περὶ τοῦ ζητήματος.: [355, 1447, 590, 1509]
- exchange-value-cell: 430.50: [227, 295, 267, 306]
- exchange-name-cell: Κορώναι: [267, 504, 346, 515]
- article-text: ΒΙΕΝΝΗ, Πέμ. πρ. — Εἰς τὰς ἐντεῦθεν ἐφημερίδας δημοσιεύεται ἡ διάδοσις ὅτι ὁ Βασιλεὺς τῆς Σερβίας Πέτρος ἐφέρεται εἰς τοὺς προσδιουτὰς Ρωσίας καὶ Ἀγγλίας τὴν πρόθεσιν αὐτοῦ, ὅπως παραιτηθῇ τῆς δυναστείας ἐπειδὴ δὲν ἐξασφαλίζονται αὐτοὺ πλέον παρ' ὑπηρεσιῶν.: [598, 295, 816, 450]
- exchange-name-cell: Σιδηρ. Α. Π.: [143, 405, 227, 416]
- exchange-value-cell: [345, 515, 348, 526]
- article-text: Ὁ κ. Μπαλτατζῆς προσῆλθε κατόπιν καὶ αὐτὸς εἰς τὰ Ἀνάκτορα μείνας ἐν συνεργασίᾳ μετὰ τοῦ Βασιλέως ἀπὸ τῆς ἑβδόμης καὶ ἡμισείας μέχρι τῆς 7¾.: [143, 821, 348, 914]
- exchange-note: Διά τὸ τέλος τοῦ μηνὸς: [180, 220, 311, 233]
- exchange-value-cell: [345, 493, 348, 504]
- headline-sub: ΙΔ. ΤΗΛ. ΤΟΥ "ΕΜΠΡΟΣ" ΤΟΥ ΣΥΝΤΑΚΤΟΥ ΜΑΣ: [644, 269, 998, 286]
- section-heading: Η ΠΑΤΡΙΑΡΧΙΚΗ ΚΡΙΣΙΣ: [598, 955, 816, 975]
- exchange-name-cell: Ἠλ.Τιτλ.κ.: [143, 383, 227, 394]
- exchange-value-cell: [345, 339, 348, 350]
- exchange-value-cell: [345, 449, 348, 460]
- exchange-name-cell: Consoli: [267, 262, 346, 273]
- article-text: Εἰς τοὺς Ραλλικοὺς κύκλους πιστεύεται ὅτι ἡ Α. Μ. ὁ Βασιλεὺς θὰ ἀναθέσῃ τὴν ἐντολὴν εἰς τὸν κ. Ράλλην, ὁ ὁποῖος θὰ ἐζήτει τὴν διάλυσιν τῆς Βουλῆς.: [826, 1239, 1044, 1332]
- article-text: — Αὐτοὶ θὰ τοὺς ἀνακοινώσῃ βεβαίως ὁ κ. Πρωθυπουργός. Ἐγὼ γνωρίζω μόνον ὅτι ἡ ἐν γένει κατάστασις, τὰ διάφορα συλλαλητήρια, ἡ ἰδία, ἥτις ἐχρησιμοποιήθη παρὰ τινῶν ὅτι συντελοῦμεν εἰς τὴν κακοδαιμονίαν τῆς χώρας.: [355, 962, 590, 1086]
- exchange-value-cell: 95.50: [227, 493, 267, 504]
- article-text: — Ἐκ τοῦ τελευταίου Πειραιῶς ἀνήρχετο εἰς ἀποκάλυψιν ἀπὸ σκηνὰς αἵτινες καὶ δὲν ἦσαν ἐξ ἐκείνων.: [355, 1092, 590, 1154]
- exchange-row: [143, 339, 348, 350]
